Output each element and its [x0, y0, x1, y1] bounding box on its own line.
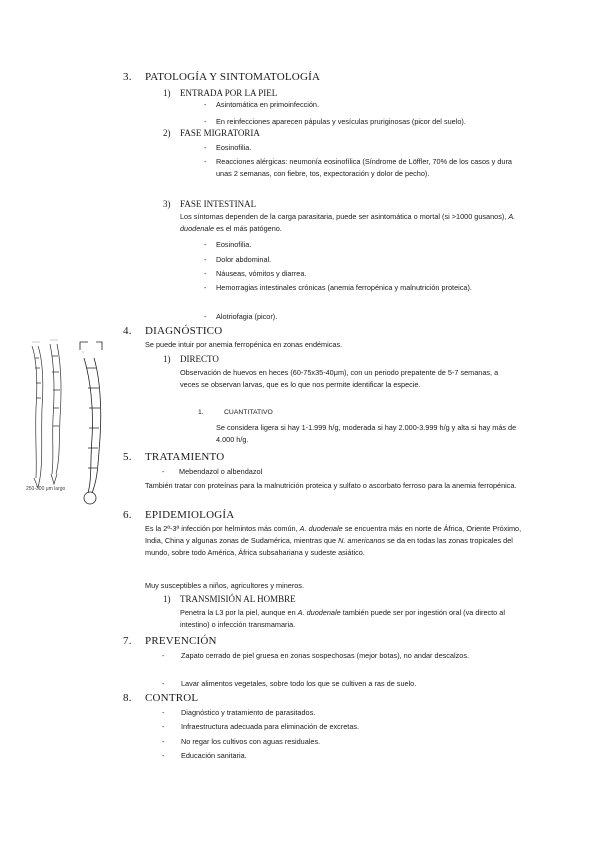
list-item: - Hemorragias intestinales crónicas (anemia ferropénica y malnutrición proteica). — [204, 283, 472, 292]
list-item: - Dolor abdominal. — [204, 255, 272, 264]
paragraph: También tratar con proteínas para la malnutrición proteica y sulfato o ascorbato ferroso para la anemia ferropénica. — [145, 481, 517, 490]
paragraph: Se considera ligera si hay 1-1.999 h/g, moderada si hay 2.000-3.999 h/g y alta si hay más de 4.000 h/g. — [216, 423, 517, 444]
paragraph: Observación de huevos en heces (60-75x35-40μm), con un periodo prepatente de 5-7 semanas, a veces se observan larvas, que es lo que nos permite identificar la especie. — [180, 368, 499, 389]
paragraph: Los síntomas dependen de la carga parasitaria, puede ser asintomática o mortal (si >1000 gusanos), A. duodenale es el más patógeno. — [180, 212, 516, 233]
paragraph: Muy susceptibles a niños, agricultores y mineros. — [145, 581, 304, 590]
list-item: - Reacciones alérgicas: neumonía eosinofílica (Síndrome de Löffler, 70% de los casos y dura unas 2 semanas, con fiebre, tos, expectoración y dolor de pecho). — [204, 157, 512, 178]
section-5-heading: 5. TRATAMIENTO — [123, 451, 225, 463]
list-item: - Zapato cerrado de piel gruesa en zonas sospechosas (mejor botas), no andar descalzos. — [162, 651, 469, 660]
list-item: - En reinfecciones aparecen pápulas y vesículas pruriginosas (picor del suelo). — [204, 117, 466, 126]
paragraph: Es la 2ª-3ª infección por helmintos más común, A. duodenale se encuentra más en norte de África, Oriente Próximo, India, China y algunas zonas de Sudamérica, mientras que N. americanos se da en todas las zonas tropicales del mundo, sobre todo América, África subsahariana y sudeste asiático. — [145, 524, 522, 557]
section-number: 3. — [123, 71, 132, 83]
paragraph: Se puede intuir por anemia ferropénica en zonas endémicas. — [145, 340, 343, 349]
subsection-directo-heading: 1) DIRECTO — [163, 354, 219, 364]
larva-drawing-1 — [32, 346, 43, 488]
list-item: - Educación sanitaria. — [162, 751, 247, 760]
list-item: - No regar los cultivos con aguas residuales. — [162, 737, 321, 746]
section-8-heading: 8. CONTROL — [123, 692, 199, 704]
list-item: - Infraestructura adecuada para eliminación de excretas. — [162, 722, 360, 731]
subsection-migratoria-heading: 2) FASE MIGRATORIA — [163, 128, 260, 138]
subsection-title: ENTRADA POR LA PIEL — [180, 88, 278, 98]
section-3-heading — [123, 71, 320, 83]
list-item: - Eosinofilia. — [204, 240, 252, 249]
section-title: PATOLOGÍA Y SINTOMATOLOGÍA — [145, 71, 321, 83]
list-item: - Alotriofagia (picor). — [204, 312, 278, 321]
paragraph: Penetra la L3 por la piel, aunque en A. duodenale también puede ser por ingestión oral (va directo al intestino) o infección transmamaria. — [180, 608, 505, 629]
hookworm-larva-figure — [22, 338, 118, 508]
section-6-heading: 6. EPIDEMIOLOGÍA — [123, 509, 235, 521]
list-item: - Náuseas, vómitos y diarrea. — [204, 269, 307, 278]
section-7-heading: 7. PREVENCIÓN — [123, 635, 217, 647]
subsection-number: 1) — [163, 88, 171, 98]
subsection-entrada-heading — [163, 88, 277, 98]
list-item: - Diagnóstico y tratamiento de parasitados. — [162, 708, 316, 717]
subsubsection-cuantitativo-heading: 1. CUANTITATIVO — [198, 409, 273, 416]
list-item: - Lavar alimentos vegetales, sobre todo los que se cultiven a ras de suelo. — [162, 679, 417, 688]
list-item: - Asintomática en primoinfección. — [204, 100, 320, 109]
figure-caption: 250-300 μm largo — [26, 486, 66, 492]
section-4-heading: 4. DIAGNÓSTICO — [123, 325, 223, 337]
larva-drawing-2 — [50, 344, 61, 484]
list-item: - Eosinofilia. — [204, 143, 252, 152]
subsection-transmision-heading: 1) TRANSMISIÓN AL HOMBRE — [163, 594, 296, 604]
larva-drawing-3 — [80, 342, 102, 504]
subsection-intestinal-heading: 3) FASE INTESTINAL — [163, 199, 257, 209]
list-item: - Mebendazol o albendazol — [162, 467, 263, 476]
